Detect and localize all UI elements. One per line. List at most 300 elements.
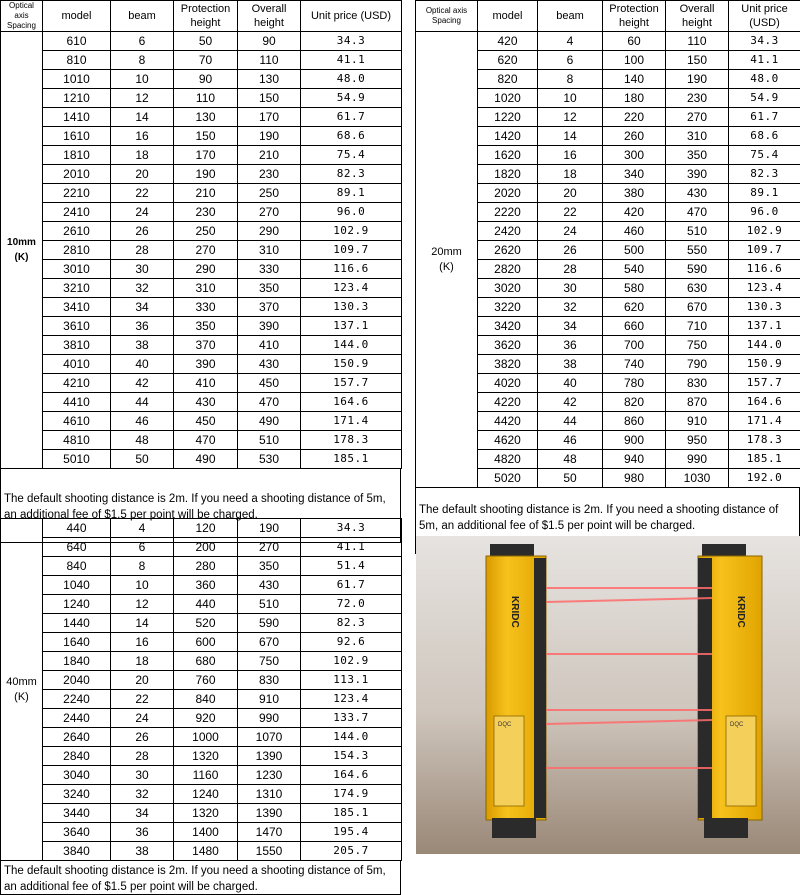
cell-overall-height: 290 — [238, 222, 301, 241]
cell-protection-height: 840 — [174, 690, 238, 709]
cell-overall-height: 470 — [666, 203, 729, 222]
cell-unit-price: 34.3 — [301, 519, 402, 538]
cell-unit-price: 89.1 — [729, 184, 800, 203]
cell-unit-price: 205.7 — [301, 842, 402, 861]
cell-overall-height: 310 — [238, 241, 301, 260]
cell-unit-price: 116.6 — [301, 260, 402, 279]
cell-unit-price: 82.3 — [301, 614, 402, 633]
cell-model: 420 — [478, 32, 538, 51]
cell-unit-price: 61.7 — [301, 108, 402, 127]
cell-protection-height: 200 — [174, 538, 238, 557]
cell-unit-price: 41.1 — [301, 538, 402, 557]
cell-model: 2610 — [43, 222, 111, 241]
cell-beam: 6 — [111, 32, 174, 51]
cell-protection-height: 340 — [603, 165, 666, 184]
cell-protection-height: 470 — [174, 431, 238, 450]
cell-overall-height: 390 — [666, 165, 729, 184]
cell-unit-price: 34.3 — [729, 32, 800, 51]
cell-beam: 38 — [538, 355, 603, 374]
cell-overall-height: 1030 — [666, 469, 729, 488]
cell-protection-height: 980 — [603, 469, 666, 488]
cell-beam: 26 — [111, 222, 174, 241]
cell-unit-price: 171.4 — [301, 412, 402, 431]
cell-model: 1440 — [43, 614, 111, 633]
cell-unit-price: 109.7 — [729, 241, 800, 260]
cell-model: 2020 — [478, 184, 538, 203]
cell-protection-height: 760 — [174, 671, 238, 690]
cell-overall-height: 430 — [238, 355, 301, 374]
cell-model: 3640 — [43, 823, 111, 842]
cell-overall-height: 670 — [238, 633, 301, 652]
table-row — [1, 709, 402, 728]
cell-model: 2240 — [43, 690, 111, 709]
cell-protection-height: 120 — [174, 519, 238, 538]
cell-unit-price: 130.3 — [301, 298, 402, 317]
cell-beam: 18 — [111, 652, 174, 671]
cell-beam: 6 — [538, 51, 603, 70]
table-row — [1, 222, 402, 241]
cell-beam: 36 — [111, 823, 174, 842]
optical-axis-group-cell — [1, 519, 43, 861]
cell-unit-price: 185.1 — [301, 804, 402, 823]
cell-unit-price: 185.1 — [301, 450, 402, 469]
cell-overall-height: 450 — [238, 374, 301, 393]
cell-overall-height: 590 — [238, 614, 301, 633]
cell-unit-price: 123.4 — [301, 279, 402, 298]
table-row — [1, 336, 402, 355]
cell-model: 1240 — [43, 595, 111, 614]
cell-unit-price: 157.7 — [729, 374, 800, 393]
cell-beam: 42 — [538, 393, 603, 412]
cell-beam: 48 — [538, 450, 603, 469]
cell-overall-height: 230 — [238, 165, 301, 184]
cell-unit-price: 137.1 — [729, 317, 800, 336]
cell-unit-price: 195.4 — [301, 823, 402, 842]
table-row — [1, 241, 402, 260]
cell-unit-price: 109.7 — [301, 241, 402, 260]
cell-beam: 16 — [111, 127, 174, 146]
cell-beam: 22 — [111, 690, 174, 709]
cell-overall-height: 510 — [238, 595, 301, 614]
cell-unit-price: 144.0 — [729, 336, 800, 355]
cell-protection-height: 660 — [603, 317, 666, 336]
cell-overall-height: 310 — [666, 127, 729, 146]
cell-unit-price: 123.4 — [301, 690, 402, 709]
cell-unit-price: 48.0 — [729, 70, 800, 89]
cell-model: 1410 — [43, 108, 111, 127]
cell-protection-height: 350 — [174, 317, 238, 336]
cell-protection-height: 360 — [174, 576, 238, 595]
brand-logo-left: KRIDC — [509, 596, 520, 628]
table-20mm-block — [415, 0, 800, 554]
optical-axis-unit: (K) — [416, 260, 477, 275]
cell-beam: 36 — [111, 317, 174, 336]
cell-model: 3810 — [43, 336, 111, 355]
header-optical-axis: Optical axis Spacing — [416, 1, 478, 32]
cell-protection-height: 60 — [603, 32, 666, 51]
cell-beam: 8 — [111, 51, 174, 70]
cell-overall-height: 210 — [238, 146, 301, 165]
table-row — [1, 317, 402, 336]
cell-overall-height: 630 — [666, 279, 729, 298]
cell-unit-price: 41.1 — [301, 51, 402, 70]
table-10mm-block — [0, 0, 401, 543]
cell-unit-price: 133.7 — [301, 709, 402, 728]
cell-overall-height: 710 — [666, 317, 729, 336]
cell-model: 3020 — [478, 279, 538, 298]
cell-beam: 10 — [111, 70, 174, 89]
cell-protection-height: 180 — [603, 89, 666, 108]
cell-unit-price: 150.9 — [301, 355, 402, 374]
cell-unit-price: 123.4 — [729, 279, 800, 298]
cell-protection-height: 220 — [603, 108, 666, 127]
cell-beam: 38 — [111, 336, 174, 355]
cell-model: 2810 — [43, 241, 111, 260]
header-model: model — [43, 1, 111, 32]
cell-protection-height: 860 — [603, 412, 666, 431]
cell-overall-height: 990 — [238, 709, 301, 728]
cell-model: 1610 — [43, 127, 111, 146]
cell-overall-height: 90 — [238, 32, 301, 51]
cell-model: 2440 — [43, 709, 111, 728]
optical-axis-unit: (K) — [1, 690, 42, 705]
cell-overall-height: 270 — [238, 203, 301, 222]
cell-protection-height: 1480 — [174, 842, 238, 861]
label-brand-left: DQC — [498, 722, 512, 728]
cell-overall-height: 530 — [238, 450, 301, 469]
header-unit-price: Unit price (USD) — [729, 1, 800, 32]
cell-beam: 32 — [538, 298, 603, 317]
cell-beam: 18 — [538, 165, 603, 184]
cell-protection-height: 140 — [603, 70, 666, 89]
cell-protection-height: 150 — [174, 127, 238, 146]
header-beam: beam — [538, 1, 603, 32]
cell-protection-height: 920 — [174, 709, 238, 728]
cell-model: 2620 — [478, 241, 538, 260]
cell-model: 2010 — [43, 165, 111, 184]
cell-beam: 40 — [538, 374, 603, 393]
cell-overall-height: 950 — [666, 431, 729, 450]
cell-protection-height: 390 — [174, 355, 238, 374]
table-row — [1, 89, 402, 108]
emitter-column — [486, 544, 546, 838]
cell-unit-price: 185.1 — [729, 450, 800, 469]
cell-overall-height: 270 — [238, 538, 301, 557]
cell-beam: 24 — [111, 203, 174, 222]
header-unit-price: Unit price (USD) — [301, 1, 402, 32]
cell-beam: 14 — [111, 614, 174, 633]
cell-overall-height: 470 — [238, 393, 301, 412]
cell-overall-height: 430 — [238, 576, 301, 595]
cell-protection-height: 50 — [174, 32, 238, 51]
cell-beam: 24 — [538, 222, 603, 241]
cell-overall-height: 830 — [666, 374, 729, 393]
cell-protection-height: 900 — [603, 431, 666, 450]
cell-model: 1210 — [43, 89, 111, 108]
cell-model: 2420 — [478, 222, 538, 241]
cell-protection-height: 700 — [603, 336, 666, 355]
cell-unit-price: 157.7 — [301, 374, 402, 393]
cell-model: 3040 — [43, 766, 111, 785]
optical-axis-unit: (K) — [1, 250, 42, 265]
cell-model: 4220 — [478, 393, 538, 412]
cell-protection-height: 280 — [174, 557, 238, 576]
cell-unit-price: 154.3 — [301, 747, 402, 766]
cell-beam: 38 — [111, 842, 174, 861]
cell-beam: 14 — [538, 127, 603, 146]
cell-protection-height: 500 — [603, 241, 666, 260]
cell-model: 4020 — [478, 374, 538, 393]
cell-unit-price: 89.1 — [301, 184, 402, 203]
table-10mm — [0, 0, 402, 469]
cell-beam: 32 — [111, 279, 174, 298]
cell-protection-height: 680 — [174, 652, 238, 671]
cell-protection-height: 600 — [174, 633, 238, 652]
cell-unit-price: 96.0 — [729, 203, 800, 222]
header-protection-height: Protection height — [174, 1, 238, 32]
table-row — [1, 374, 402, 393]
cell-model: 5010 — [43, 450, 111, 469]
header-overall-height: Overall height — [238, 1, 301, 32]
cell-protection-height: 210 — [174, 184, 238, 203]
cell-unit-price: 75.4 — [301, 146, 402, 165]
cell-overall-height: 910 — [238, 690, 301, 709]
header-model: model — [478, 1, 538, 32]
cell-model: 3820 — [478, 355, 538, 374]
table-header-row — [416, 1, 800, 32]
optical-axis-value: 40mm — [1, 675, 42, 690]
header-beam: beam — [111, 1, 174, 32]
table-row — [1, 804, 402, 823]
cell-model: 820 — [478, 70, 538, 89]
cell-model: 4410 — [43, 393, 111, 412]
product-label-right — [726, 716, 756, 806]
cell-protection-height: 820 — [603, 393, 666, 412]
cell-overall-height: 750 — [238, 652, 301, 671]
cell-unit-price: 102.9 — [729, 222, 800, 241]
note-10mm: The default shooting distance is 2m. If you need a shooting distance of 5m, an additional fee of $1.5 per point will be charged. — [0, 469, 401, 543]
cell-beam: 22 — [538, 203, 603, 222]
cell-unit-price: 164.6 — [301, 393, 402, 412]
cell-model: 2410 — [43, 203, 111, 222]
cell-protection-height: 170 — [174, 146, 238, 165]
cell-model: 2840 — [43, 747, 111, 766]
cell-overall-height: 1070 — [238, 728, 301, 747]
cell-model: 3220 — [478, 298, 538, 317]
table-row — [1, 576, 402, 595]
cell-beam: 30 — [111, 766, 174, 785]
cell-model: 1840 — [43, 652, 111, 671]
cell-unit-price: 150.9 — [729, 355, 800, 374]
cell-overall-height: 110 — [666, 32, 729, 51]
cell-protection-height: 490 — [174, 450, 238, 469]
label-brand-right: DQC — [730, 722, 744, 728]
table-row — [1, 298, 402, 317]
table-row — [1, 595, 402, 614]
cell-overall-height: 270 — [666, 108, 729, 127]
cell-model: 4820 — [478, 450, 538, 469]
table-row — [1, 747, 402, 766]
table-row — [1, 450, 402, 469]
cell-overall-height: 550 — [666, 241, 729, 260]
cell-model: 3620 — [478, 336, 538, 355]
cell-overall-height: 330 — [238, 260, 301, 279]
cell-beam: 18 — [111, 146, 174, 165]
table-row — [1, 108, 402, 127]
cell-unit-price: 116.6 — [729, 260, 800, 279]
cell-overall-height: 1390 — [238, 804, 301, 823]
cell-unit-price: 178.3 — [301, 431, 402, 450]
cell-protection-height: 90 — [174, 70, 238, 89]
cell-model: 640 — [43, 538, 111, 557]
table-row — [1, 633, 402, 652]
cell-model: 3420 — [478, 317, 538, 336]
cell-unit-price: 164.6 — [729, 393, 800, 412]
cell-overall-height: 350 — [238, 279, 301, 298]
cell-model: 1640 — [43, 633, 111, 652]
cell-protection-height: 310 — [174, 279, 238, 298]
cell-unit-price: 48.0 — [301, 70, 402, 89]
cell-model: 3410 — [43, 298, 111, 317]
cell-model: 1420 — [478, 127, 538, 146]
cell-unit-price: 72.0 — [301, 595, 402, 614]
cell-model: 3840 — [43, 842, 111, 861]
cell-beam: 10 — [538, 89, 603, 108]
cell-protection-height: 1320 — [174, 804, 238, 823]
cell-overall-height: 150 — [666, 51, 729, 70]
cell-overall-height: 1390 — [238, 747, 301, 766]
optical-axis-value: 20mm — [416, 245, 477, 260]
cell-model: 4810 — [43, 431, 111, 450]
cell-unit-price: 54.9 — [301, 89, 402, 108]
safety-light-curtain-image — [416, 536, 800, 854]
table-row — [1, 842, 402, 861]
cell-overall-height: 750 — [666, 336, 729, 355]
table-row — [1, 412, 402, 431]
cell-protection-height: 620 — [603, 298, 666, 317]
table-40mm — [0, 518, 402, 861]
cell-overall-height: 990 — [666, 450, 729, 469]
cell-overall-height: 670 — [666, 298, 729, 317]
cell-model: 1820 — [478, 165, 538, 184]
cell-protection-height: 330 — [174, 298, 238, 317]
cell-model: 610 — [43, 32, 111, 51]
cell-unit-price: 144.0 — [301, 728, 402, 747]
cell-protection-height: 520 — [174, 614, 238, 633]
cell-overall-height: 410 — [238, 336, 301, 355]
cell-protection-height: 290 — [174, 260, 238, 279]
cell-beam: 26 — [538, 241, 603, 260]
cell-beam: 32 — [111, 785, 174, 804]
cell-beam: 34 — [111, 298, 174, 317]
optical-axis-value: 10mm — [1, 235, 42, 250]
table-row — [1, 32, 402, 51]
cell-model: 1620 — [478, 146, 538, 165]
cell-beam: 34 — [538, 317, 603, 336]
cell-protection-height: 450 — [174, 412, 238, 431]
cell-protection-height: 190 — [174, 165, 238, 184]
cell-beam: 42 — [111, 374, 174, 393]
cell-overall-height: 230 — [666, 89, 729, 108]
table-row — [1, 557, 402, 576]
cell-model: 3210 — [43, 279, 111, 298]
cell-protection-height: 110 — [174, 89, 238, 108]
cell-beam: 36 — [538, 336, 603, 355]
cell-overall-height: 1310 — [238, 785, 301, 804]
cell-model: 3610 — [43, 317, 111, 336]
cell-unit-price: 34.3 — [301, 32, 402, 51]
cell-unit-price: 174.9 — [301, 785, 402, 804]
table-row — [1, 146, 402, 165]
table-row — [1, 51, 402, 70]
cell-beam: 50 — [111, 450, 174, 469]
table-row — [1, 728, 402, 747]
table-row — [1, 823, 402, 842]
cell-protection-height: 270 — [174, 241, 238, 260]
cell-overall-height: 830 — [238, 671, 301, 690]
cell-beam: 46 — [538, 431, 603, 450]
cell-overall-height: 190 — [666, 70, 729, 89]
cell-beam: 12 — [538, 108, 603, 127]
cell-beam: 28 — [538, 260, 603, 279]
cell-beam: 8 — [538, 70, 603, 89]
cell-protection-height: 1400 — [174, 823, 238, 842]
cell-overall-height: 510 — [666, 222, 729, 241]
cell-model: 5020 — [478, 469, 538, 488]
cell-beam: 30 — [111, 260, 174, 279]
cell-protection-height: 1320 — [174, 747, 238, 766]
table-row — [1, 184, 402, 203]
cell-model: 810 — [43, 51, 111, 70]
cell-protection-height: 410 — [174, 374, 238, 393]
cell-protection-height: 380 — [603, 184, 666, 203]
cell-beam: 16 — [111, 633, 174, 652]
cell-beam: 12 — [111, 595, 174, 614]
cell-overall-height: 870 — [666, 393, 729, 412]
cell-beam: 4 — [111, 519, 174, 538]
product-photo — [416, 536, 800, 854]
table-row — [1, 260, 402, 279]
cell-overall-height: 370 — [238, 298, 301, 317]
cell-model: 1810 — [43, 146, 111, 165]
cell-protection-height: 250 — [174, 222, 238, 241]
cell-model: 1010 — [43, 70, 111, 89]
cell-model: 840 — [43, 557, 111, 576]
cell-protection-height: 420 — [603, 203, 666, 222]
cell-unit-price: 171.4 — [729, 412, 800, 431]
table-row — [1, 203, 402, 222]
cell-unit-price: 61.7 — [729, 108, 800, 127]
cell-beam: 20 — [111, 165, 174, 184]
cell-beam: 10 — [111, 576, 174, 595]
cell-protection-height: 130 — [174, 108, 238, 127]
cell-protection-height: 1240 — [174, 785, 238, 804]
cell-unit-price: 92.6 — [301, 633, 402, 652]
optical-axis-group-cell — [416, 32, 478, 488]
optical-axis-group-cell — [1, 32, 43, 469]
cell-model: 1040 — [43, 576, 111, 595]
cell-model: 1020 — [478, 89, 538, 108]
cell-unit-price: 82.3 — [301, 165, 402, 184]
cell-overall-height: 390 — [238, 317, 301, 336]
cell-model: 3010 — [43, 260, 111, 279]
cell-unit-price: 82.3 — [729, 165, 800, 184]
cell-unit-price: 113.1 — [301, 671, 402, 690]
cell-overall-height: 1230 — [238, 766, 301, 785]
cell-overall-height: 190 — [238, 519, 301, 538]
cell-model: 620 — [478, 51, 538, 70]
table-row — [1, 766, 402, 785]
